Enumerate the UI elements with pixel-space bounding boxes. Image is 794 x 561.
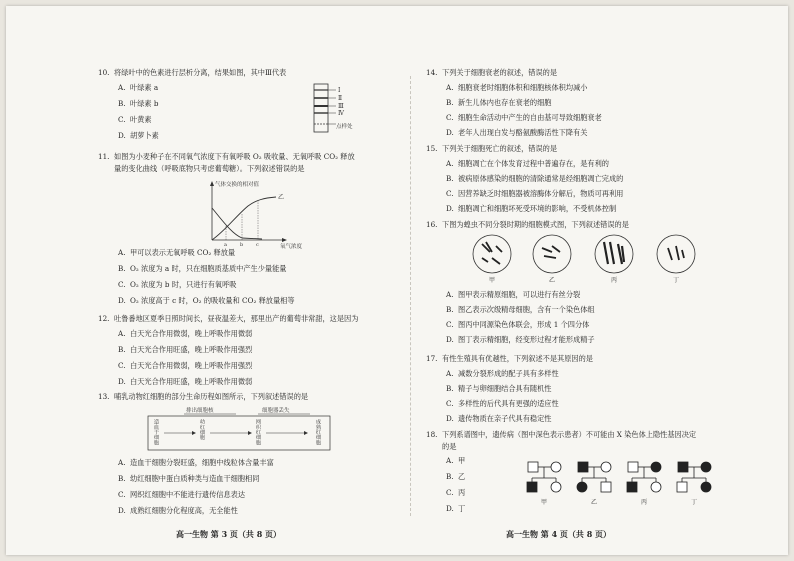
option-b[interactable]: B. O₂ 浓度为 a 时，只在细胞质基质中产生少量能量 <box>118 264 287 273</box>
question-number: 16. <box>426 220 438 229</box>
option-a[interactable]: A. 白天光合作用微弱，晚上呼吸作用微弱 <box>118 329 253 338</box>
pedigree-ding <box>677 462 711 492</box>
question-13 <box>98 392 396 515</box>
page-divider <box>410 76 411 516</box>
cell-yi <box>533 235 571 273</box>
question-12 <box>98 314 396 386</box>
cell-label-jia: 甲 <box>489 277 496 284</box>
respiration-curve-figure <box>192 178 312 250</box>
option-b[interactable]: B. 图乙表示次级精母细胞，含有一个染色体组 <box>446 305 595 314</box>
question-stem-line-1: 如图为小麦种子在不同氧气浓度下有氧呼吸 O₂ 吸收量、无氧呼吸 CO₂ 释放 <box>114 152 355 161</box>
option-d[interactable]: D. O₂ 浓度高于 c 时，O₂ 的吸收量和 CO₂ 释放量相等 <box>118 296 295 305</box>
option-a[interactable]: A. 细胞衰老时细胞体积和细胞核体积均减小 <box>446 83 588 92</box>
option-c[interactable]: C. 叶黄素 <box>118 115 152 124</box>
option-c[interactable]: C. 多样性的后代具有更强的适应性 <box>446 399 559 408</box>
question-10 <box>98 68 396 140</box>
option-d[interactable]: D. 老年人出现白发与酪氨酸酶活性下降有关 <box>446 128 588 137</box>
option-d[interactable]: D. 遗传物质在亲子代具有稳定性 <box>446 414 552 423</box>
point-a-label: a <box>224 242 227 248</box>
chromatography-strip-figure <box>308 82 368 138</box>
option-c[interactable]: C. 白天光合作用微弱，晚上呼吸作用强烈 <box>118 361 253 370</box>
band-4-label: Ⅳ <box>338 110 344 117</box>
option-c[interactable]: C. 丙 <box>446 488 466 497</box>
option-d[interactable]: D. 胡萝卜素 <box>118 131 159 140</box>
pedigree-label-yi: 乙 <box>591 499 598 506</box>
band-1-label: Ⅰ <box>338 87 341 94</box>
step-label-nucleus: 排出细胞核 <box>186 408 214 414</box>
question-number: 13. <box>98 392 110 401</box>
question-stem: 吐鲁番地区夏季日照时间长，昼夜温差大，那里出产的葡萄非常甜，这是因为 <box>114 314 359 323</box>
question-stem: 下列关于细胞衰老的叙述，错误的是 <box>442 68 558 77</box>
option-b[interactable]: B. 乙 <box>446 472 466 481</box>
question-number: 10. <box>98 68 110 77</box>
option-b[interactable]: B. 被病原体感染的细胞的清除通常是经细胞凋亡完成的 <box>446 174 624 183</box>
pedigree-figure <box>522 458 722 514</box>
question-number: 17. <box>426 354 438 363</box>
question-18 <box>426 430 726 513</box>
cell-bing <box>595 235 633 273</box>
question-15 <box>426 144 726 213</box>
footer-page-4: 高一生物 第 4 页（共 8 页） <box>506 529 612 539</box>
option-d[interactable]: D. 细胞凋亡和细胞坏死受环境的影响，不受机体控制 <box>446 204 617 213</box>
option-b[interactable]: B. 新生儿体内也存在衰老的细胞 <box>446 98 552 107</box>
question-number: 12. <box>98 314 110 323</box>
point-b-label: b <box>240 242 244 248</box>
option-a[interactable]: A. 叶绿素 a <box>118 83 159 92</box>
pedigree-label-ding: 丁 <box>691 499 698 506</box>
option-b[interactable]: B. 幼红细胞中蛋白质种类与造血干细胞相同 <box>118 474 260 483</box>
option-a[interactable]: A. 甲 <box>446 456 466 465</box>
option-d[interactable]: D. 图丁表示精细胞，经变形过程才能形成精子 <box>446 335 595 344</box>
question-number: 14. <box>426 68 438 77</box>
pedigree-bing <box>627 462 661 492</box>
question-stem-line-1: 下列系谱图中，遗传病（图中深色表示患者）不可能由 X 染色体上隐性基因决定 <box>442 430 697 439</box>
y-axis-label: 气体交换的相对值 <box>215 182 260 188</box>
red-cell-development-figure <box>146 404 332 452</box>
question-number: 11. <box>98 152 110 161</box>
option-c[interactable]: C. 图丙中同源染色体联会，形成 1 个四分体 <box>446 320 590 329</box>
question-stem: 下列关于细胞死亡的叙述，错误的是 <box>442 144 558 153</box>
point-c-label: c <box>256 242 259 248</box>
cell-label-ding: 丁 <box>673 277 680 284</box>
option-c[interactable]: C. 因营养缺乏时细胞器被溶酶体分解后，物质可再利用 <box>446 189 624 198</box>
question-16 <box>426 220 726 344</box>
pedigree-label-bing: 丙 <box>641 499 648 506</box>
option-d[interactable]: D. 丁 <box>446 504 466 513</box>
cell-label-bing: 丙 <box>611 277 618 284</box>
curve-label: 乙 <box>278 194 285 201</box>
option-c[interactable]: C. 细胞生命活动中产生的自由基可导致细胞衰老 <box>446 113 602 122</box>
cell-reticulocyte: 网织红细胞 <box>255 419 261 445</box>
option-a[interactable]: A. 造血干细胞分裂旺盛，细胞中线粒体含量丰富 <box>118 458 274 467</box>
origin-label: 点样处 <box>336 124 353 130</box>
question-number: 18. <box>426 430 438 439</box>
footer-page-3: 高一生物 第 3 页（共 8 页） <box>176 529 282 539</box>
cell-jia <box>473 235 511 273</box>
question-11 <box>98 152 396 305</box>
cell-division-figure <box>470 232 700 284</box>
band-2-label: Ⅱ <box>338 95 343 102</box>
option-a[interactable]: A. 图甲表示精原细胞，可以进行有丝分裂 <box>446 290 581 299</box>
question-17 <box>426 354 726 423</box>
option-b[interactable]: B. 精子与卵细胞结合具有随机性 <box>446 384 552 393</box>
cell-label-yi: 乙 <box>549 277 556 284</box>
question-number: 15. <box>426 144 438 153</box>
option-d[interactable]: D. 成熟红细胞分化程度高，无全能性 <box>118 506 238 515</box>
option-c[interactable]: C. 网织红细胞中不能进行遗传信息表达 <box>118 490 246 499</box>
option-c[interactable]: C. O₂ 浓度为 b 时，只进行有氧呼吸 <box>118 280 237 289</box>
cell-mature: 成熟红细胞 <box>315 419 321 445</box>
pedigree-yi <box>577 462 611 492</box>
question-stem-line-2: 的是 <box>442 442 457 451</box>
option-a[interactable]: A. 减数分裂形成的配子具有多样性 <box>446 369 559 378</box>
question-stem: 哺乳动物红细胞的部分生命历程如图所示，下列叙述错误的是 <box>114 392 309 401</box>
cell-erythroblast: 幼红细胞 <box>199 419 205 440</box>
question-stem: 将绿叶中的色素进行层析分离，结果如图，其中Ⅲ代表 <box>114 68 287 77</box>
band-3-label: Ⅲ <box>338 103 344 110</box>
cell-ding <box>657 235 695 273</box>
step-label-organelle: 细胞器丢失 <box>262 408 290 414</box>
option-a[interactable]: A. 细胞凋亡在个体发育过程中普遍存在，是有利的 <box>446 159 609 168</box>
pedigree-label-jia: 甲 <box>541 499 548 506</box>
option-a[interactable]: A. 甲可以表示无氧呼吸 CO₂ 释放量 <box>118 248 236 257</box>
option-d[interactable]: D. 白天光合作用旺盛，晚上呼吸作用微弱 <box>118 377 253 386</box>
cell-stem: 造血干细胞 <box>153 419 159 445</box>
question-14 <box>426 68 726 137</box>
option-b[interactable]: B. 叶绿素 b <box>118 99 159 108</box>
question-stem: 有性生殖具有优越性，下列叙述不是其原因的是 <box>442 354 593 363</box>
option-b[interactable]: B. 白天光合作用旺盛，晚上呼吸作用强烈 <box>118 345 253 354</box>
x-axis-label: 氧气浓度 <box>280 244 303 250</box>
question-stem-line-2: 量的变化曲线（呼吸底物只考虑葡萄糖）。下列叙述错误的是 <box>114 164 305 173</box>
exam-sheet <box>6 6 788 555</box>
question-stem: 下图为蝗虫不同分裂时期的细胞模式图，下列叙述错误的是 <box>442 220 629 229</box>
pedigree-jia <box>527 462 561 492</box>
